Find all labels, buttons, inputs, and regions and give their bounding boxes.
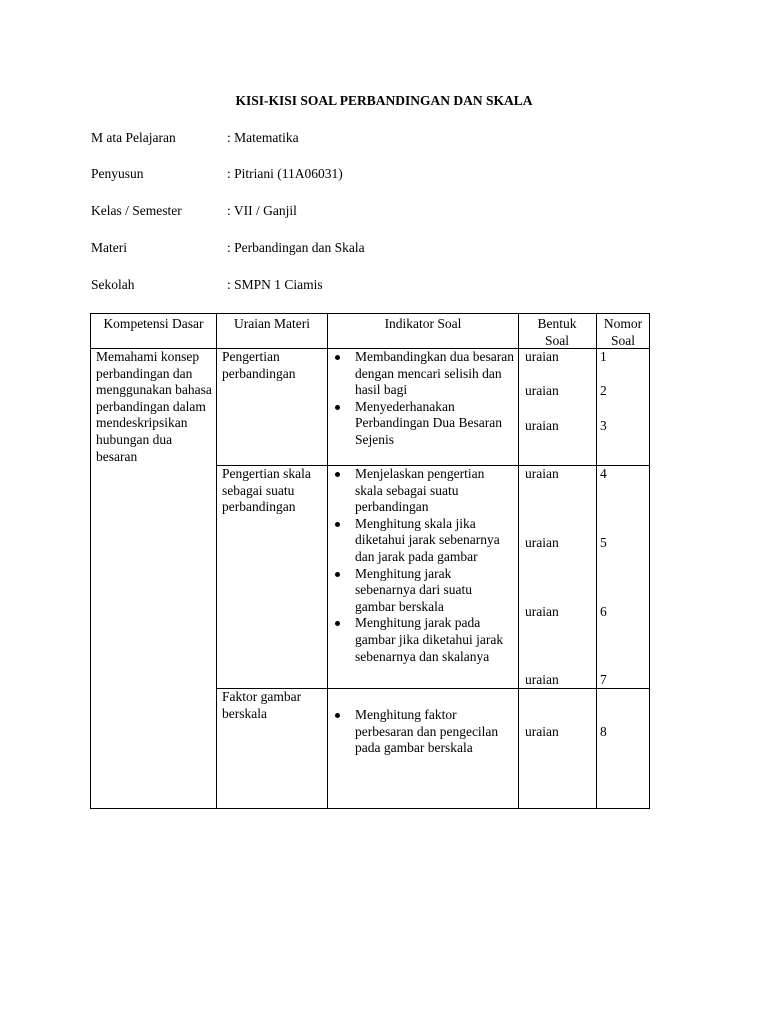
nomor-soal-text: 6: [600, 604, 607, 619]
indikator-item: [331, 615, 515, 665]
bullet-icon: [335, 355, 340, 360]
nomor-soal-text: 1: [600, 349, 607, 364]
info-value: : Pitriani (11A06031): [227, 166, 343, 181]
indikator-item: [331, 516, 515, 566]
page-title: KISI-KISI SOAL PERBANDINGAN DAN SKALA: [235, 93, 533, 108]
nomor-soal-text: 2: [600, 383, 607, 398]
table-divider: [216, 314, 217, 808]
bullet-icon: [335, 472, 340, 477]
uraian-materi-text: Pengertian perbandingan: [222, 349, 296, 381]
nomor-soal-text: 7: [600, 672, 607, 687]
bullet-icon: [335, 621, 340, 626]
indikator-text: Menghitung jarak pada gambar jika diketahui jarak sebenarnya dan skalanya: [355, 615, 504, 664]
info-value: : Perbandingan dan Skala: [227, 240, 365, 255]
bentuk-soal-text: uraian: [525, 724, 559, 739]
indikator-list: [331, 466, 515, 665]
info-label: Materi: [91, 240, 127, 255]
bullet-icon: [335, 522, 340, 527]
indikator-item: [331, 707, 515, 757]
bullet-icon: [335, 405, 340, 410]
bentuk-soal-text: uraian: [525, 383, 559, 398]
bentuk-soal-text: uraian: [525, 672, 559, 687]
kisi-kisi-table: [90, 313, 650, 809]
indikator-item: [331, 349, 515, 399]
info-label: Sekolah: [91, 277, 135, 292]
indikator-list: [331, 349, 515, 449]
bentuk-soal-text: uraian: [525, 535, 559, 550]
header-nomor-soal: Nomor Soal: [603, 316, 643, 348]
header-kompetensi-dasar: Kompetensi Dasar: [103, 316, 204, 331]
info-label: Penyusun: [91, 166, 144, 181]
indikator-text: Menghitung faktor perbesaran dan pengecilan pada gambar berskala: [355, 707, 499, 756]
bullet-icon: [335, 572, 340, 577]
indikator-text: Menjelaskan pengertian skala sebagai suatu perbandingan: [355, 466, 485, 515]
bullet-icon: [335, 713, 340, 718]
uraian-materi-text: Faktor gambar berskala: [222, 689, 302, 721]
indikator-item: [331, 566, 515, 616]
nomor-soal-text: 4: [600, 466, 607, 481]
info-label: Kelas / Semester: [91, 203, 182, 218]
indikator-text: Menghitung jarak sebenarnya dari suatu gambar berskala: [355, 565, 472, 614]
bentuk-soal-text: uraian: [525, 604, 559, 619]
bentuk-soal-text: uraian: [525, 349, 559, 364]
indikator-list: [331, 707, 515, 757]
bentuk-soal-text: uraian: [525, 418, 559, 433]
uraian-materi-text: Pengertian skala sebagai suatu perbandingan: [222, 466, 311, 515]
indikator-item: [331, 399, 515, 449]
header-indikator-soal: Indikator Soal: [384, 316, 462, 331]
info-value: : SMPN 1 Ciamis: [227, 277, 323, 292]
indikator-text: Menyederhanakan Perbandingan Dua Besaran Sejenis: [355, 398, 502, 447]
table-divider: [518, 314, 519, 808]
nomor-soal-text: 3: [600, 418, 607, 433]
info-value: : Matematika: [227, 130, 299, 145]
bentuk-soal-text: uraian: [525, 466, 559, 481]
nomor-soal-text: 8: [600, 724, 607, 739]
header-uraian-materi: Uraian Materi: [233, 316, 311, 331]
header-bentuk-soal: Bentuk Soal: [537, 316, 577, 348]
kompetensi-dasar-text: Memahami konsep perbandingan dan menggunakan bahasa perbandingan dalam mendeskripsikan hubungan dua besaran: [96, 349, 212, 464]
indikator-item: [331, 466, 515, 516]
table-divider: [327, 314, 328, 808]
table-divider: [596, 314, 597, 808]
indikator-text: Membandingkan dua besaran dengan mencari selisih dan hasil bagi: [355, 349, 514, 398]
info-label: M ata Pelajaran: [91, 130, 176, 145]
indikator-text: Menghitung skala jika diketahui jarak sebenarnya dan jarak pada gambar: [355, 515, 500, 564]
info-value: : VII / Ganjil: [227, 203, 297, 218]
nomor-soal-text: 5: [600, 535, 607, 550]
